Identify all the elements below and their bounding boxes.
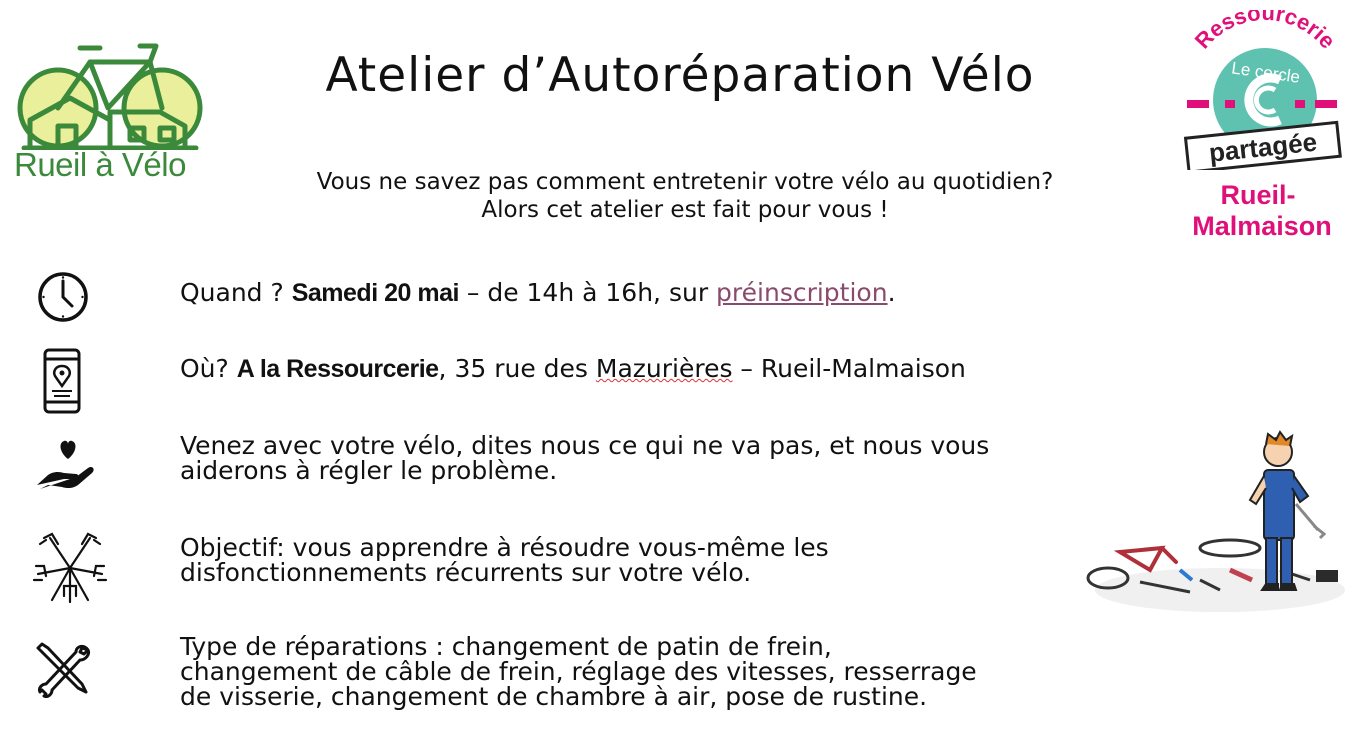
preinscription-link[interactable]: préinscription	[716, 278, 888, 307]
page-subtitle	[190, 168, 1180, 224]
svg-text:Le cercle: Le cercle	[1230, 58, 1302, 87]
repairs-line-2: changement de câble de frein, réglage des vitesses, resserrage	[180, 657, 977, 686]
goal-line-2: disfonctionnements récurrents sur votre vélo.	[180, 558, 752, 587]
come-line-2: aiderons à régler le problème.	[180, 456, 558, 485]
mechanic-illustration	[1080, 430, 1350, 620]
goal-paragraph	[180, 535, 829, 585]
logo-city-line1: Rueil-	[1220, 180, 1296, 210]
when-date: Samedi 20 mai	[291, 279, 459, 307]
when-suffix: .	[887, 278, 896, 307]
teamwork-hands-icon	[30, 530, 110, 606]
where-line	[180, 356, 966, 382]
clock-icon	[36, 270, 90, 324]
phone-location-icon	[42, 348, 82, 414]
svg-text:partagée: partagée	[1207, 126, 1319, 168]
subtitle-line-1: Vous ne savez pas comment entretenir votre vélo au quotidien?	[316, 169, 1054, 195]
wrench-screwdriver-icon	[34, 640, 92, 698]
repairs-paragraph	[180, 634, 977, 709]
repairs-line-3: de visserie, changement de chambre à air, pose de rustine.	[180, 682, 928, 711]
when-prefix: Quand ?	[180, 278, 292, 307]
hand-heart-icon	[34, 437, 98, 491]
where-place: A la Ressourcerie	[236, 355, 439, 383]
when-line	[180, 280, 896, 306]
when-time: – de 14h à 16h, sur	[458, 278, 717, 307]
ressourcerie-emblem-icon	[1165, 10, 1365, 170]
come-paragraph	[180, 433, 989, 483]
goal-line-1: Objectif: vous apprendre à résoudre vous-même les	[180, 533, 829, 562]
svg-text:Ressourcerie: Ressourcerie	[1189, 10, 1341, 54]
logo-left-label: Rueil à Vélo	[14, 146, 186, 183]
where-street-name: Mazurières	[595, 354, 733, 383]
repairs-line-1: Type de réparations : changement de patin de frein,	[180, 632, 832, 661]
where-prefix: Où?	[180, 354, 237, 383]
come-line-1: Venez avec votre vélo, dites nous ce qui ne va pas, et nous vous	[180, 431, 990, 460]
where-street: , 35 rue des	[438, 354, 596, 383]
page-title: Atelier d’Autoréparation Vélo	[325, 48, 1035, 103]
subtitle-line-2: Alors cet atelier est fait pour vous !	[481, 197, 889, 223]
where-city: – Rueil-Malmaison	[732, 354, 966, 383]
bicycle-house-icon	[10, 40, 210, 150]
logo-city-line2: Malmaison	[1192, 211, 1332, 241]
